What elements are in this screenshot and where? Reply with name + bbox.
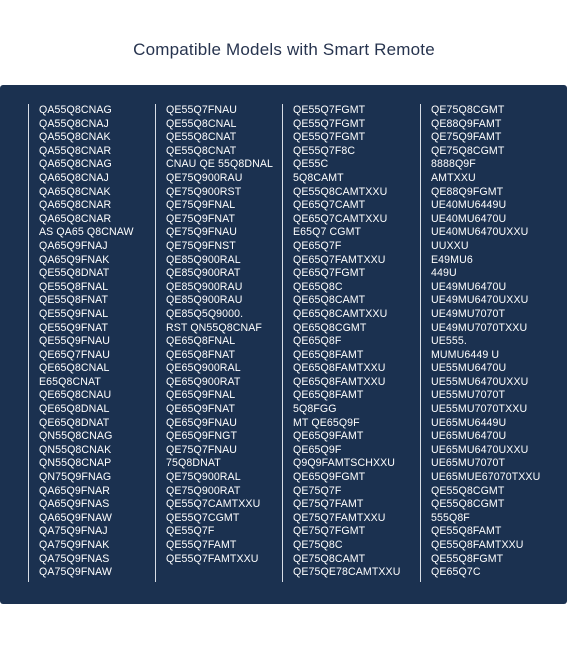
model-item: QE65Q8FAMTXXU <box>293 362 386 375</box>
model-item: QE65Q7C <box>431 566 481 579</box>
model-item: QE55Q8CGMT <box>431 484 505 497</box>
model-item: QE75Q7FNAU <box>166 443 238 456</box>
model-item: QE85Q900RAU <box>166 294 243 307</box>
model-item: QE75Q900RAU <box>166 171 243 184</box>
model-item: 8888Q9F <box>431 158 476 171</box>
model-item: QE65Q8FAMT <box>293 389 364 402</box>
model-item: QE65Q8FAMT <box>293 348 364 361</box>
model-item: QE65Q9FNAL <box>166 389 236 402</box>
model-item: QE75Q7F <box>293 484 342 497</box>
model-item: QE55Q8DNAT <box>39 267 110 280</box>
model-item: UE65MU7070T <box>431 457 506 470</box>
model-item: QE55Q8CNAT <box>166 131 237 144</box>
model-item: QE55Q9FNAT <box>39 321 109 334</box>
model-item: QA75Q9FNAK <box>39 539 110 551</box>
model-item: QE65Q8CAMT <box>293 294 366 307</box>
model-item: QE55Q7FGMT <box>293 104 366 116</box>
model-item: QE75Q900RAT <box>166 484 241 497</box>
model-item: QE65Q9F <box>293 443 342 456</box>
model-item: QE55Q8CGMT <box>431 498 505 511</box>
model-item: UE65MU6470UXXU <box>431 443 529 456</box>
model-item: QE65Q7FGMT <box>293 267 366 280</box>
model-item: QA65Q8CNAJ <box>39 171 109 184</box>
model-item: QA65Q9FNAW <box>39 511 113 524</box>
model-column-1 <box>28 104 134 582</box>
model-item: E65Q8CNAT <box>39 375 101 388</box>
model-item: QE55Q7FAMT <box>166 539 237 551</box>
model-item: UE55MU7070T <box>431 389 506 402</box>
models-panel <box>0 85 567 604</box>
model-item: QA75Q9FNAW <box>39 566 113 579</box>
model-item: QE65Q8DNAT <box>39 416 110 429</box>
model-item: UUXXU <box>431 239 469 252</box>
model-item: QE75Q8C <box>293 539 343 551</box>
model-item: QE55Q8CNAT <box>166 144 237 157</box>
model-item: QE55Q8FNAT <box>39 294 109 307</box>
model-item: QE85Q900RAL <box>166 253 241 266</box>
model-column-4 <box>420 104 540 582</box>
model-item: QE65Q7F <box>293 239 342 252</box>
model-item: QE55Q7FGMT <box>293 117 366 130</box>
model-item: E49MU6 <box>431 253 473 266</box>
model-item: UE65MU6449U <box>431 416 507 429</box>
model-item: 75Q8DNAT <box>166 457 221 470</box>
model-item: QE65Q900RAT <box>166 375 241 388</box>
model-item: QE65Q9FNAT <box>166 403 236 416</box>
model-item: QE55Q8FGMT <box>431 552 504 565</box>
model-item: QE65Q9FNGT <box>166 430 238 443</box>
model-item: AS QA65 Q8CNAW <box>39 226 134 239</box>
model-item: QE65Q8DNAL <box>39 403 110 416</box>
model-item: QA65Q8CNAK <box>39 185 111 198</box>
model-item: QA65Q9FNAS <box>39 498 110 511</box>
model-item: QE65Q8CNAL <box>39 362 110 375</box>
model-item: QE55Q8FNAL <box>39 280 109 293</box>
model-item: 5Q8CAMT <box>293 171 344 184</box>
model-item: QA65Q8CNAR <box>39 199 112 212</box>
model-item: QE75Q9FNAL <box>166 199 236 212</box>
model-item: QE55Q7CGMT <box>166 511 240 524</box>
model-item: QA55Q8CNAJ <box>39 117 109 130</box>
model-item: UE55MU6470UXXU <box>431 375 529 388</box>
model-list-2 <box>166 104 273 566</box>
model-item: QE55Q8FAMT <box>431 525 502 538</box>
model-item: QE75Q7FGMT <box>293 525 366 538</box>
model-item: UE49MU7070T <box>431 307 506 320</box>
model-item: QE65Q7FNAU <box>39 348 111 361</box>
model-item: QA75Q9FNAS <box>39 552 110 565</box>
model-item: QE75Q7FAMT <box>293 498 364 511</box>
model-item: QE55Q7FNAU <box>166 104 238 116</box>
model-item: 449U <box>431 267 457 280</box>
model-list-4 <box>431 104 540 580</box>
model-item: QN75Q9FNAG <box>39 471 112 484</box>
model-item: QN55Q8CNAG <box>39 430 113 443</box>
model-item: 5Q8FGG <box>293 403 337 416</box>
page-title: Compatible Models with Smart Remote <box>133 40 435 59</box>
model-item: AMTXXU <box>431 171 476 184</box>
model-item: QE65Q8C <box>293 280 343 293</box>
model-item: UE555. <box>431 335 467 348</box>
model-item: UE55MU6470U <box>431 362 507 375</box>
model-item: QE55C <box>293 158 329 171</box>
model-item: QE55Q8CAMTXXU <box>293 185 388 198</box>
model-item: UE40MU6449U <box>431 199 507 212</box>
model-item: QE75Q9FNAT <box>166 212 236 225</box>
model-item: QA55Q8CNAK <box>39 131 111 144</box>
model-item: QA65Q8CNAR <box>39 212 112 225</box>
model-item: QE65Q8FNAL <box>166 335 236 348</box>
model-item: QE75Q8CGMT <box>431 144 505 157</box>
model-item: UE49MU6470U <box>431 280 507 293</box>
model-item: QE65Q8CAMTXXU <box>293 307 388 320</box>
model-item: QE65Q900RAL <box>166 362 241 375</box>
model-item: QN55Q8CNAP <box>39 457 112 470</box>
model-item: QE75Q900RST <box>166 185 242 198</box>
model-item: QE75Q8CAMT <box>293 552 366 565</box>
model-item: QE88Q9FAMT <box>431 117 502 130</box>
model-item: E65Q7 CGMT <box>293 226 362 239</box>
model-item: UE40MU6470UXXU <box>431 226 529 239</box>
model-item: UE55MU7070TXXU <box>431 403 528 416</box>
model-item: QE55Q8CNAL <box>166 117 237 130</box>
model-item: QE65Q8FAMTXXU <box>293 375 386 388</box>
model-item: QE65Q9FNAU <box>166 416 238 429</box>
model-item: QA65Q9FNAJ <box>39 239 108 252</box>
model-item: QE55Q9FNAL <box>39 307 109 320</box>
model-item: UE65MUE67070TXXU <box>431 471 541 484</box>
model-item: RST QN55Q8CNAF <box>166 321 262 334</box>
model-item: QE85Q900RAT <box>166 267 241 280</box>
model-item: QE55Q8FAMTXXU <box>431 539 524 551</box>
model-item: QA65Q9FNAK <box>39 253 110 266</box>
model-item: QE75Q9FNST <box>166 239 236 252</box>
model-item: QE85Q900RAU <box>166 280 243 293</box>
model-item: UE49MU7070TXXU <box>431 321 528 334</box>
model-item: QE55Q9FNAU <box>39 335 111 348</box>
model-item: UE40MU6470U <box>431 212 507 225</box>
model-item: QA55Q8CNAR <box>39 144 112 157</box>
model-item: QE65Q8F <box>293 335 342 348</box>
model-item: CNAU QE 55Q8DNAL <box>166 158 273 171</box>
model-item: QA65Q9FNAR <box>39 484 111 497</box>
model-item: 555Q8F <box>431 511 470 524</box>
model-item: QE85Q5Q9000. <box>166 307 244 320</box>
model-item: QE88Q9FGMT <box>431 185 504 198</box>
model-item: QE55Q7F8C <box>293 144 356 157</box>
model-item: QA75Q9FNAJ <box>39 525 108 538</box>
model-item: QE55Q7FAMTXXU <box>166 552 259 565</box>
model-item: QE65Q8FNAT <box>166 348 236 361</box>
model-item: QE65Q8CNAU <box>39 389 112 402</box>
model-item: QE75Q8CGMT <box>431 104 505 116</box>
model-list-1 <box>39 104 134 580</box>
model-item: QE65Q7CAMT <box>293 199 366 212</box>
model-item: QE65Q7FAMTXXU <box>293 253 386 266</box>
model-column-3 <box>282 104 400 582</box>
model-item: QE75Q9FNAU <box>166 226 238 239</box>
model-list-3 <box>293 104 400 580</box>
model-item: QE75Q7FAMTXXU <box>293 511 386 524</box>
model-item: QE75QE78CAMTXXU <box>293 566 401 579</box>
model-item: QE55Q7F <box>166 525 215 538</box>
model-item: QA55Q8CNAG <box>39 104 112 116</box>
model-column-2 <box>155 104 273 582</box>
model-item: QE65Q9FAMT <box>293 430 364 443</box>
model-item: QE55Q7CAMTXXU <box>166 498 261 511</box>
model-item: MT QE65Q9F <box>293 416 360 429</box>
model-item: QA65Q8CNAG <box>39 158 112 171</box>
model-item: QE55Q7FGMT <box>293 131 366 144</box>
model-item: QE75Q9FAMT <box>431 131 502 144</box>
model-item: UE65MU6470U <box>431 430 507 443</box>
model-item: QE65Q7CAMTXXU <box>293 212 388 225</box>
model-item: MUMU6449 U <box>431 348 500 361</box>
model-item: Q9Q9FAMTSCHXXU <box>293 457 396 470</box>
model-item: QN55Q8CNAK <box>39 443 112 456</box>
model-item: QE75Q900RAL <box>166 471 241 484</box>
model-item: QE65Q9FGMT <box>293 471 366 484</box>
model-item: QE65Q8CGMT <box>293 321 367 334</box>
model-item: UE49MU6470UXXU <box>431 294 529 307</box>
